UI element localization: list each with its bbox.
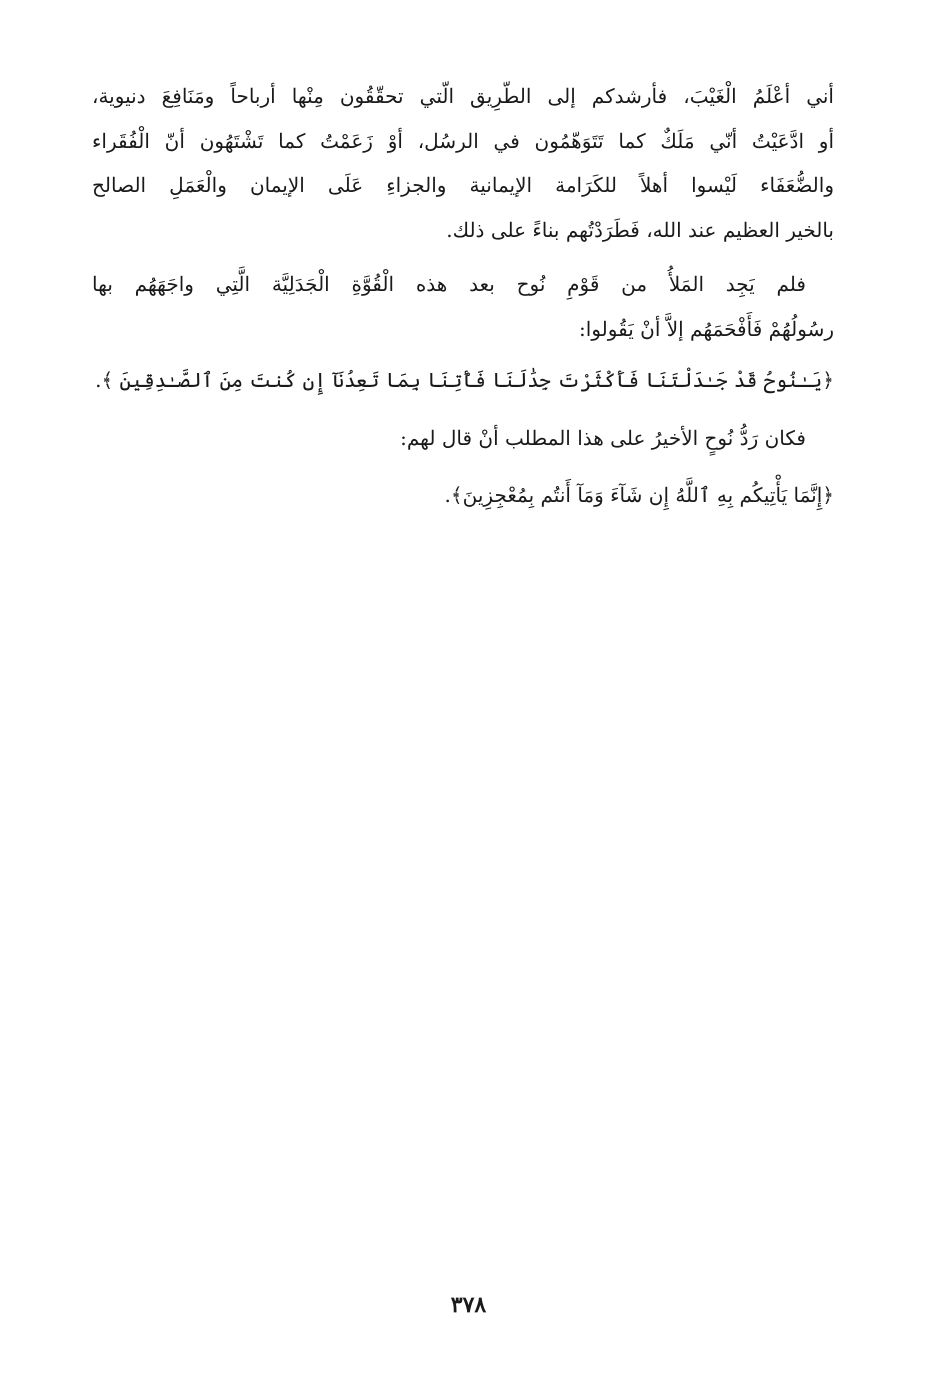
paragraph-1-line-3: والضُّعَفَاء لَيْسوا أهلاً للكَرَامة الإيمانية والجزاءِ عَلَى الإيمان والْعَمَلِ الصالح (92, 173, 834, 197)
paragraph-3 (92, 416, 834, 461)
paragraph-1-line-1: أني أعْلَمُ الْغَيْبَ، فأرشدكم إلى الطّرِيق الّتي تحقّقُون مِنْها أرباحاً ومَنَافِعَ دنيوية، (92, 84, 834, 108)
paragraph-2 (92, 262, 834, 351)
quranic-verse-1 (92, 358, 834, 403)
paragraph-3-line-1: فكان رَدُّ نُوحٍ الأخيرُ على هذا المطلب أنْ قال لهم: (400, 426, 806, 450)
verse-1-text: ﴿يَـٰنُوحُ قَدْ جَـٰدَلْتَنَا فَأَكْثَرْتَ جِدَٰلَنَا فَأْتِنَا بِمَا تَعِدُنَآ إِن كُنتَ مِنَ ٱلصَّـٰدِقِينَ ﴾. (95, 368, 834, 392)
paragraph-1-line-2: أو ادَّعَيْتُ أنّي مَلَكٌ كما تَتَوَهّمُون في الرسُل، أوْ زَعَمْتُ كما تَشْتَهُون أنّ الْفُقَراء (92, 128, 834, 153)
paragraph-1 (92, 74, 834, 252)
quranic-verse-2 (92, 473, 834, 518)
verse-2-text: ﴿إِنَّمَا يَأْتِيكُم بِهِ ٱللَّهُ إِن شَآءَ وَمَآ أَنتُم بِمُعْجِزِينَ﴾. (444, 483, 834, 507)
paragraph-2-line-1: فلم يَجِد المَلأُ من قَوْمِ نُوح بعد هذه الْقُوَّةِ الْجَدَلِيَّة الَّتِي واجَهَهُم بها (92, 272, 806, 296)
page-number: ٣٧٨ (450, 1292, 487, 1318)
paragraph-1-line-4: بالخير العظيم عند الله، فَطَرَدْتُهم بناءً على ذلك. (446, 217, 834, 242)
paragraph-2-line-2: رسُولُهُمْ فَأَفْحَمَهُم إلاَّ أنْ يَقُولوا: (579, 316, 834, 341)
